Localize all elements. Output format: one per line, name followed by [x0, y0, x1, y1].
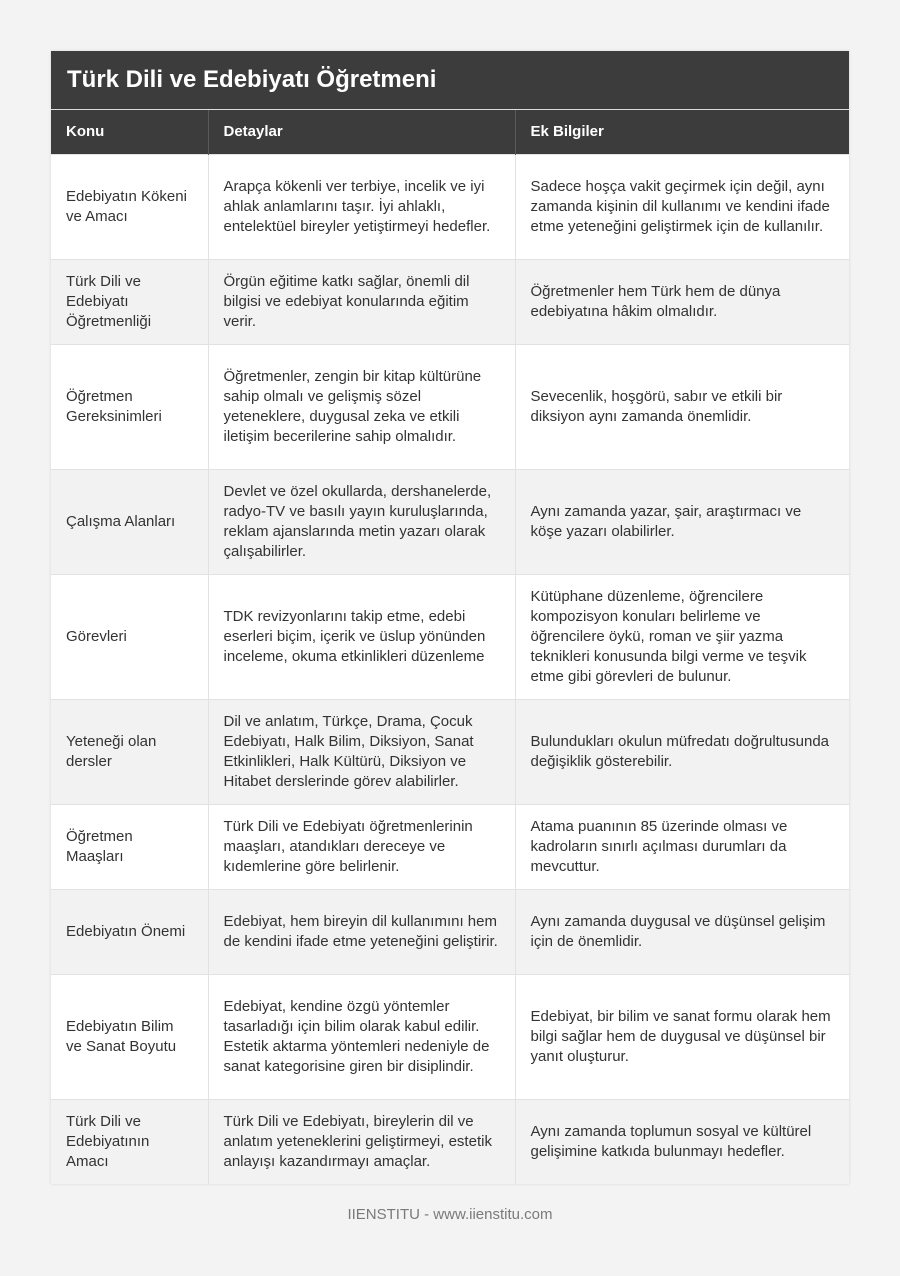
footer-credit: IIENSTITU - www.iienstitu.com: [347, 1206, 553, 1223]
column-header-konu: Konu: [51, 110, 208, 154]
table-row: [51, 344, 849, 469]
cell-ek-bilgiler: Sadece hoşça vakit geçirmek için değil, aynı zamanda kişinin dil kullanımı ve kendini ifade etme yeteneğini geliştirmek için de kullanılır.: [515, 154, 849, 259]
table-row: [51, 259, 849, 344]
cell-konu: Çalışma Alanları: [51, 469, 208, 574]
cell-konu: Türk Dili ve Edebiyatı Öğretmenliği: [51, 259, 208, 344]
table-header-row: [51, 110, 849, 154]
cell-detaylar: Türk Dili ve Edebiyatı, bireylerin dil ve anlatım yeteneklerini geliştirmeyi, estetik anlayışı kazandırmayı amaçlar.: [208, 1099, 515, 1184]
cell-ek-bilgiler: Aynı zamanda yazar, şair, araştırmacı ve köşe yazarı olabilirler.: [515, 469, 849, 574]
cell-detaylar: Edebiyat, kendine özgü yöntemler tasarladığı için bilim olarak kabul edilir. Estetik aktarma yöntemleri nedeniyle de sanat kategorisine giren bir disiplindir.: [208, 974, 515, 1099]
column-header-detaylar: Detaylar: [208, 110, 515, 154]
cell-konu: Türk Dili ve Edebiyatının Amacı: [51, 1099, 208, 1184]
cell-ek-bilgiler: Bulundukları okulun müfredatı doğrultusunda değişiklik gösterebilir.: [515, 699, 849, 804]
cell-ek-bilgiler: Öğretmenler hem Türk hem de dünya edebiyatına hâkim olmalıdır.: [515, 259, 849, 344]
cell-konu: Görevleri: [51, 574, 208, 699]
cell-konu: Edebiyatın Önemi: [51, 889, 208, 974]
cell-detaylar: Arapça kökenli ver terbiye, incelik ve iyi ahlak anlamlarını taşır. İyi ahlaklı, entelektüel bireyler yetiştirmeyi hedefler.: [208, 154, 515, 259]
cell-detaylar: Devlet ve özel okullarda, dershanelerde, radyo-TV ve basılı yayın kuruluşlarında, reklam ajanslarında metin yazarı olarak çalışabilirler.: [208, 469, 515, 574]
cell-ek-bilgiler: Edebiyat, bir bilim ve sanat formu olarak hem bilgi sağlar hem de duygusal ve düşünsel bir yanıt oluşturur.: [515, 974, 849, 1099]
table-row: [51, 574, 849, 699]
table-row: [51, 974, 849, 1099]
cell-konu: Öğretmen Gereksinimleri: [51, 344, 208, 469]
content-card: [51, 51, 849, 1184]
cell-konu: Edebiyatın Bilim ve Sanat Boyutu: [51, 974, 208, 1099]
cell-konu: Edebiyatın Kökeni ve Amacı: [51, 154, 208, 259]
cell-detaylar: Örgün eğitime katkı sağlar, önemli dil bilgisi ve edebiyat konularında eğitim verir.: [208, 259, 515, 344]
info-table: [51, 110, 849, 1184]
table-row: [51, 804, 849, 889]
table-row: [51, 699, 849, 804]
table-row: [51, 1099, 849, 1184]
cell-detaylar: Öğretmenler, zengin bir kitap kültürüne sahip olmalı ve gelişmiş sözel yeteneklere, duygusal zeka ve etkili iletişim becerilerine sahip olmalıdır.: [208, 344, 515, 469]
cell-detaylar: Edebiyat, hem bireyin dil kullanımını hem de kendini ifade etme yeteneğini geliştirir.: [208, 889, 515, 974]
cell-detaylar: Dil ve anlatım, Türkçe, Drama, Çocuk Edebiyatı, Halk Bilim, Diksiyon, Sanat Etkinlikleri, Halk Kültürü, Diksiyon ve Hitabet derslerinde görev alabilirler.: [208, 699, 515, 804]
cell-detaylar: Türk Dili ve Edebiyatı öğretmenlerinin maaşları, atandıkları dereceye ve kıdemlerine göre belirlenir.: [208, 804, 515, 889]
cell-konu: Öğretmen Maaşları: [51, 804, 208, 889]
cell-ek-bilgiler: Aynı zamanda duygusal ve düşünsel gelişim için de önemlidir.: [515, 889, 849, 974]
cell-detaylar: TDK revizyonlarını takip etme, edebi eserleri biçim, içerik ve üslup yönünden inceleme, okuma etkinlikleri düzenleme: [208, 574, 515, 699]
cell-ek-bilgiler: Aynı zamanda toplumun sosyal ve kültürel gelişimine katkıda bulunmayı hedefler.: [515, 1099, 849, 1184]
cell-ek-bilgiler: Atama puanının 85 üzerinde olması ve kadroların sınırlı açılması durumları da mevcuttur.: [515, 804, 849, 889]
cell-konu: Yeteneği olan dersler: [51, 699, 208, 804]
page-title: Türk Dili ve Edebiyatı Öğretmeni: [51, 51, 849, 110]
cell-ek-bilgiler: Kütüphane düzenleme, öğrencilere kompozisyon konuları belirleme ve öğrencilere öykü, roman ve şiir yazma teknikleri konusunda bilgi verme ve teşvik etme gibi görevleri de bulunur.: [515, 574, 849, 699]
table-row: [51, 469, 849, 574]
column-header-ek-bilgiler: Ek Bilgiler: [515, 110, 849, 154]
table-row: [51, 889, 849, 974]
table-row: [51, 154, 849, 259]
cell-ek-bilgiler: Sevecenlik, hoşgörü, sabır ve etkili bir diksiyon aynı zamanda önemlidir.: [515, 344, 849, 469]
